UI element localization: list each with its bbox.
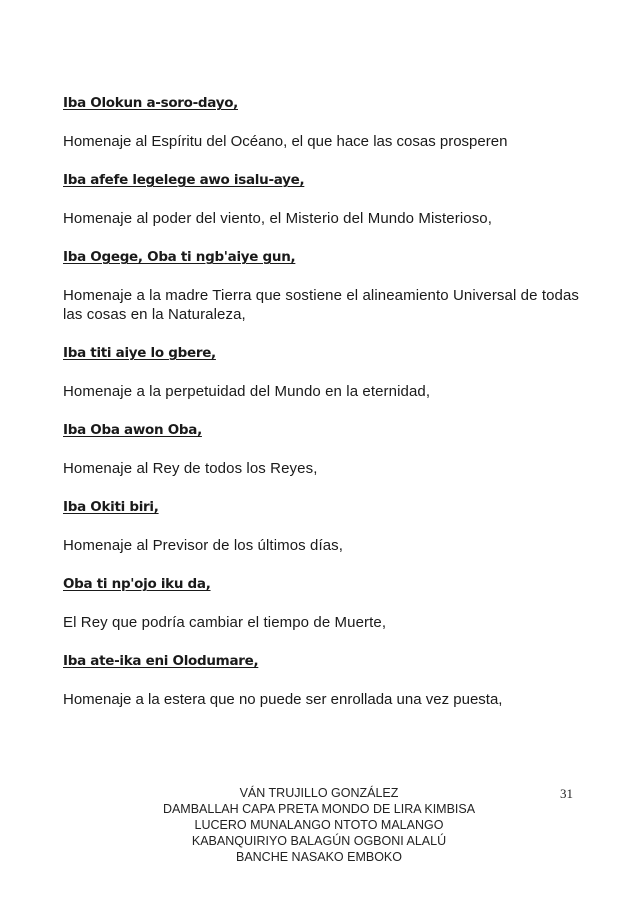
yoruba-verse-3: Iba Ogege, Oba ti ngb'aiye gun, (63, 249, 296, 265)
footer-author-line: VÁN TRUJILLO GONZÁLEZ (239, 786, 399, 800)
page-number: 31 (560, 786, 573, 801)
spanish-translation-7: El Rey que podría cambiar el tiempo de Muerte, (63, 614, 387, 631)
footer-title-line-1: DAMBALLAH CAPA PRETA MONDO DE LIRA KIMBISA (162, 802, 476, 816)
yoruba-verse-6: Iba Okiti biri, (63, 499, 159, 515)
yoruba-verse-4: Iba titi aiye lo gbere, (63, 345, 216, 361)
spanish-translation-5: Homenaje al Rey de todos los Reyes, (63, 460, 318, 477)
page-content (63, 94, 583, 729)
spanish-translation-3: Homenaje a la madre Tierra que sostiene el alineamiento Universal de todas las cosas en la Naturaleza, (63, 287, 580, 323)
spanish-translation-4: Homenaje a la perpetuidad del Mundo en la eternidad, (63, 383, 431, 400)
footer-title-line-3: KABANQUIRIYO BALAGÚN OGBONI ALALÚ (191, 834, 447, 848)
yoruba-verse-8: Iba ate-ika eni Olodumare, (63, 653, 259, 669)
footer-title-line-2: LUCERO MUNALANGO NTOTO MALANGO (194, 818, 444, 832)
yoruba-verse-7: Oba ti np'ojo iku da, (63, 576, 211, 592)
spanish-translation-2: Homenaje al poder del viento, el Misterio del Mundo Misterioso, (63, 210, 493, 227)
yoruba-verse-5: Iba Oba awon Oba, (63, 422, 202, 438)
spanish-translation-8: Homenaje a la estera que no puede ser enrollada una vez puesta, (63, 691, 503, 708)
yoruba-verse-1: Iba Olokun a-soro-dayo, (63, 95, 238, 111)
footer-title-line-4: BANCHE NASAKO EMBOKO (235, 850, 402, 864)
spanish-translation-6: Homenaje al Previsor de los últimos días, (63, 537, 344, 554)
page-footer (0, 785, 638, 865)
yoruba-verse-2: Iba afefe legelege awo isalu-aye, (63, 172, 305, 188)
spanish-translation-1: Homenaje al Espíritu del Océano, el que hace las cosas prosperen (63, 133, 508, 150)
